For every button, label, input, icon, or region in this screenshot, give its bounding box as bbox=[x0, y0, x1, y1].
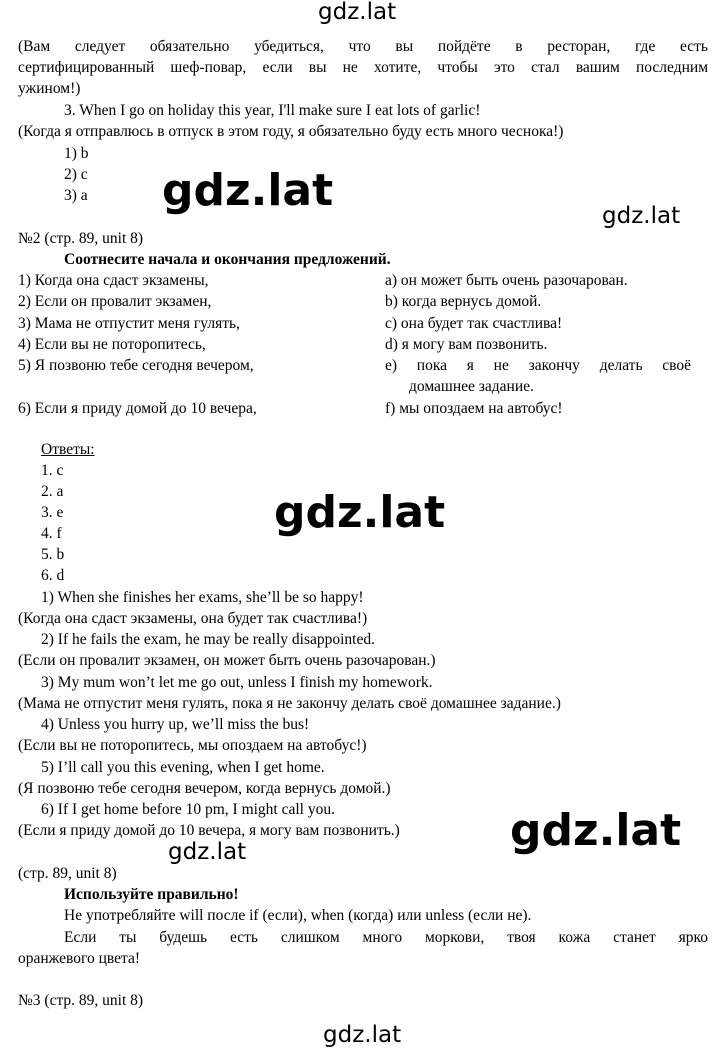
match-right-item: c) она будет так счастлива! bbox=[385, 315, 563, 332]
sentence-russian: (Когда она сдаст экзамены, она будет так счастлива!) bbox=[18, 610, 368, 627]
paragraph-line: (Вам следует обязательно убедиться, что вы пойдёте в ресторан, где есть bbox=[18, 38, 708, 55]
answer-item: 3) a bbox=[64, 187, 88, 204]
sentence-english: 2) If he fails the exam, he may be really disappointed. bbox=[41, 631, 375, 648]
item-3-english: 3. When I go on holiday this year, I'll make sure I eat lots of garlic! bbox=[64, 102, 481, 119]
match-left-item: 3) Мама не отпустит меня гулять, bbox=[18, 315, 240, 332]
sentence-russian: (Если он провалит экзамен, он может быть очень разочарован.) bbox=[18, 652, 436, 669]
sentence-russian: (Если вы не поторопитесь, мы опоздаем на автобус!) bbox=[18, 737, 367, 754]
sentence-russian: (Мама не отпустит меня гулять, пока я не закончу делать своё домашнее задание.) bbox=[18, 695, 561, 712]
answer-item: 1. c bbox=[41, 462, 64, 479]
watermark-large-lower-right: gdz.lat bbox=[510, 805, 682, 856]
item-3-russian: (Когда я отправлюсь в отпуск в этом году, я обязательно буду есть много чеснока!) bbox=[18, 123, 564, 140]
watermark-top: gdz.lat bbox=[318, 0, 397, 25]
match-right-item: e) пока я не закончу делать своё bbox=[385, 357, 691, 374]
exercise-2-heading: №2 (стр. 89, unit 8) bbox=[18, 230, 144, 247]
match-right-item: b) когда вернусь домой. bbox=[385, 293, 542, 310]
answer-item: 6. d bbox=[41, 567, 65, 584]
watermark-lower-left: gdz.lat bbox=[168, 839, 247, 865]
sentence-russian: (Если я приду домой до 10 вечера, я могу вам позвонить.) bbox=[18, 822, 400, 839]
match-left-item: 2) Если он провалит экзамен, bbox=[18, 293, 212, 310]
sentence-english: 6) If I get home before 10 pm, I might call you. bbox=[41, 801, 335, 818]
answer-item: 4. f bbox=[41, 525, 62, 542]
sentence-english: 1) When she finishes her exams, she’ll be so happy! bbox=[41, 589, 364, 606]
note-line: Если ты будешь есть слишком много моркови, твоя кожа станет ярко bbox=[64, 929, 708, 946]
watermark-large-1: gdz.lat bbox=[162, 165, 334, 216]
match-right-item: f) мы опоздаем на автобус! bbox=[385, 400, 563, 417]
sentence-russian: (Я позвоню тебе сегодня вечером, когда вернусь домой.) bbox=[18, 780, 391, 797]
exercise-3-heading: №3 (стр. 89, unit 8) bbox=[18, 992, 144, 1009]
match-left-item: 5) Я позвоню тебе сегодня вечером, bbox=[18, 357, 254, 374]
note-line: оранжевого цвета! bbox=[18, 950, 141, 967]
match-right-item-continuation: домашнее задание. bbox=[409, 378, 534, 395]
watermark-right: gdz.lat bbox=[602, 203, 681, 229]
exercise-2-task: Соотнесите начала и окончания предложений. bbox=[64, 251, 391, 268]
match-left-item: 4) Если вы не поторопитесь, bbox=[18, 336, 206, 353]
sentence-english: 3) My mum won’t let me go out, unless I finish my homework. bbox=[41, 674, 433, 691]
answer-item: 2. a bbox=[41, 483, 64, 500]
answer-item: 1) b bbox=[64, 145, 89, 162]
note-reference: (стр. 89, unit 8) bbox=[18, 865, 117, 882]
match-left-item: 1) Когда она сдаст экзамены, bbox=[18, 272, 209, 289]
note-title: Используйте правильно! bbox=[64, 886, 239, 903]
watermark-bottom: gdz.lat bbox=[323, 1022, 402, 1048]
match-left-item: 6) Если я приду домой до 10 вечера, bbox=[18, 400, 257, 417]
sentence-english: 5) I’ll call you this evening, when I get home. bbox=[41, 759, 325, 776]
watermark-large-center: gdz.lat bbox=[274, 487, 446, 538]
answer-item: 3. e bbox=[41, 504, 64, 521]
match-right-item: a) он может быть очень разочарован. bbox=[385, 272, 628, 289]
sentence-english: 4) Unless you hurry up, we’ll miss the bus! bbox=[41, 716, 310, 733]
match-right-item: d) я могу вам позвонить. bbox=[385, 336, 548, 353]
answers-label: Ответы: bbox=[41, 441, 95, 458]
paragraph-line: ужином!) bbox=[18, 80, 81, 97]
paragraph-line: сертифицированный шеф-повар, если вы не хотите, чтобы это стал вашим последним bbox=[18, 59, 708, 76]
note-line: Не употребляйте will после if (если), when (когда) или unless (если не). bbox=[64, 907, 532, 924]
answer-item: 5. b bbox=[41, 546, 65, 563]
answer-item: 2) c bbox=[64, 166, 88, 183]
